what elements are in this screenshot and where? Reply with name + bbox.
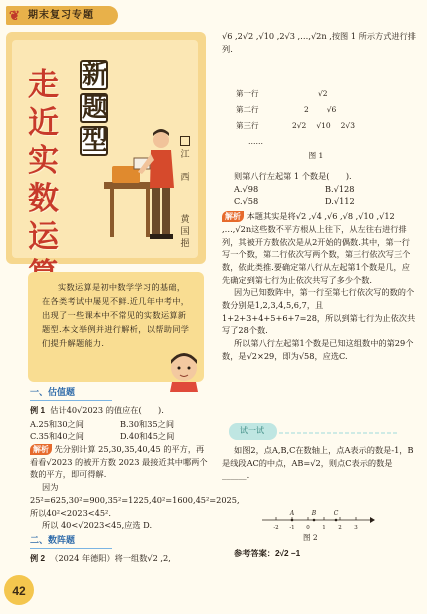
array-cell: 2 bbox=[304, 105, 309, 114]
row-label-2: 第二行 bbox=[236, 105, 259, 114]
point-label: A bbox=[289, 510, 295, 517]
array-ellipsis: …… bbox=[248, 137, 263, 146]
option-a: A.25和30之间 bbox=[30, 418, 84, 429]
point-label: B bbox=[311, 510, 317, 517]
author-region: 江 西 bbox=[178, 136, 192, 185]
number-line-ticks bbox=[273, 510, 358, 531]
tick-label: 3 bbox=[354, 525, 358, 531]
option-d: D.√112 bbox=[325, 196, 355, 207]
example-2-solution bbox=[222, 210, 416, 286]
author-name: 黄 国 挹 bbox=[180, 215, 190, 249]
option-c: C.√58 bbox=[234, 196, 259, 207]
solution-para-2: 因为 25²=625,30²=900,35²=1225,40²=1600,45²=2025,所以40²<2023<45². bbox=[30, 482, 240, 518]
tick-label: 2 bbox=[338, 525, 342, 531]
intro-box: 实数运算是初中数学学习的基础，在各类考试中屡见不鲜.近几年中考中，出现了一些课本中不常见的实数运算新题型.本文举例并进行解析，以帮助同学们提升解题能力. bbox=[28, 272, 204, 382]
solution-para-2: 因为已知数阵中，第一行至第七行依次写的数的个数分别是1,2,3,4,5,6,7，且1+2+3+4+5+6+7=28，所以到第七行为止依次共写了28个数. bbox=[222, 287, 416, 336]
option-d: D.40和45之间 bbox=[120, 431, 175, 442]
solution-badge: 解析 bbox=[30, 444, 52, 455]
main-title: 走 近 实 数 运 bbox=[28, 67, 59, 255]
header-ornament-icon: ❦ bbox=[9, 9, 20, 24]
example-1 bbox=[30, 404, 210, 418]
example-2-question-text: 则第八行左起第 1 个数是( ). bbox=[234, 171, 352, 181]
example-1-label: 例 1 bbox=[30, 405, 46, 415]
section-1-title: 一、估值题 bbox=[30, 386, 112, 401]
example-1-text: 估计40√2023 的值应在( ). bbox=[50, 404, 164, 415]
figure-2-caption: 图 2 bbox=[303, 533, 318, 542]
page-number: 42 bbox=[12, 584, 26, 598]
option-b: B.30和35之间 bbox=[120, 418, 175, 429]
example-2 bbox=[30, 552, 210, 566]
array-cell: √6 bbox=[326, 105, 337, 114]
try-it-question: 如图2，点A,B,C在数轴上，点A表示的数是-1，B是线段AC的中点，AB=√2，则点C表示的数是______. bbox=[222, 445, 414, 481]
right-column-top: √6 ,2√2 ,√10 ,2√3 ,…,√2n ,按图 1 所示方式进行排列. bbox=[222, 31, 416, 54]
teacher-illustration bbox=[104, 128, 182, 250]
tick-label: -1 bbox=[289, 525, 295, 531]
figure-1-caption: 图 1 bbox=[308, 150, 324, 160]
point-c bbox=[335, 519, 338, 522]
solution-para-3: 所以 40<√2023<45,应选 D. bbox=[42, 520, 153, 531]
try-it-label: 试一试 bbox=[240, 426, 264, 435]
array-cell: √2 bbox=[318, 89, 328, 98]
row-label-1: 第一行 bbox=[236, 89, 259, 98]
divider-line bbox=[279, 431, 399, 435]
number-array-figure bbox=[236, 88, 396, 161]
tick-label: -2 bbox=[273, 525, 279, 531]
section-2-title: 二、数阵题 bbox=[30, 534, 112, 549]
header-title: 期末复习专题 bbox=[28, 10, 94, 21]
solution-para-1: 先分别计算 25,30,35,40,45 的平方，再看看√2023 的被开方数 2023 最接近其中哪两个数的平方，即可得解. bbox=[30, 444, 208, 480]
example-2-options bbox=[234, 183, 416, 208]
solution-para-3: 所以第八行左起第1个数是已知这组数中的第29个数，是√2×29，即为√58，应选C. bbox=[222, 338, 414, 361]
solution-para-1: 本题其实是将√2 ,√4 ,√6 ,√8 ,√10 ,√12 ,…,√2n这些数不平方根从上往下，从左往右进行排列，其被开方数依次是从2开始的偶数.其中，第一行写一个数，第二行依次写两个数，第三行依次写三个数，依此类推.要确定第八行从左起第1个数是几，应先确定到第七行为止依次共写了多少个数. bbox=[222, 211, 411, 285]
array-cell: 2√3 bbox=[340, 121, 355, 130]
tick-label: 0 bbox=[306, 525, 310, 531]
option-a: A.√98 bbox=[234, 183, 259, 194]
option-b: B.√128 bbox=[325, 183, 355, 194]
example-1-solution bbox=[30, 443, 210, 481]
tick-label: 1 bbox=[322, 525, 326, 531]
example-1-options bbox=[30, 418, 210, 443]
option-c: C.35和40之间 bbox=[30, 431, 84, 442]
example-2-label: 例 2 bbox=[30, 553, 46, 563]
point-a bbox=[291, 519, 294, 522]
example-2-text: （2024 年德阳）将一组数√2 ,2, bbox=[50, 552, 171, 563]
point-label: C bbox=[333, 510, 339, 517]
number-line-figure bbox=[258, 508, 378, 534]
reference-answer: 参考答案：2√2 −1 bbox=[234, 549, 301, 558]
title-badge: 新 题 型 bbox=[82, 60, 109, 156]
point-b bbox=[313, 519, 316, 522]
example-2-question bbox=[222, 170, 416, 363]
left-column bbox=[30, 386, 240, 566]
solution-badge: 解析 bbox=[222, 211, 244, 222]
array-cell: 2√2 bbox=[292, 121, 307, 130]
row-label-3: 第三行 bbox=[236, 121, 259, 130]
array-cell: √10 bbox=[316, 121, 331, 130]
